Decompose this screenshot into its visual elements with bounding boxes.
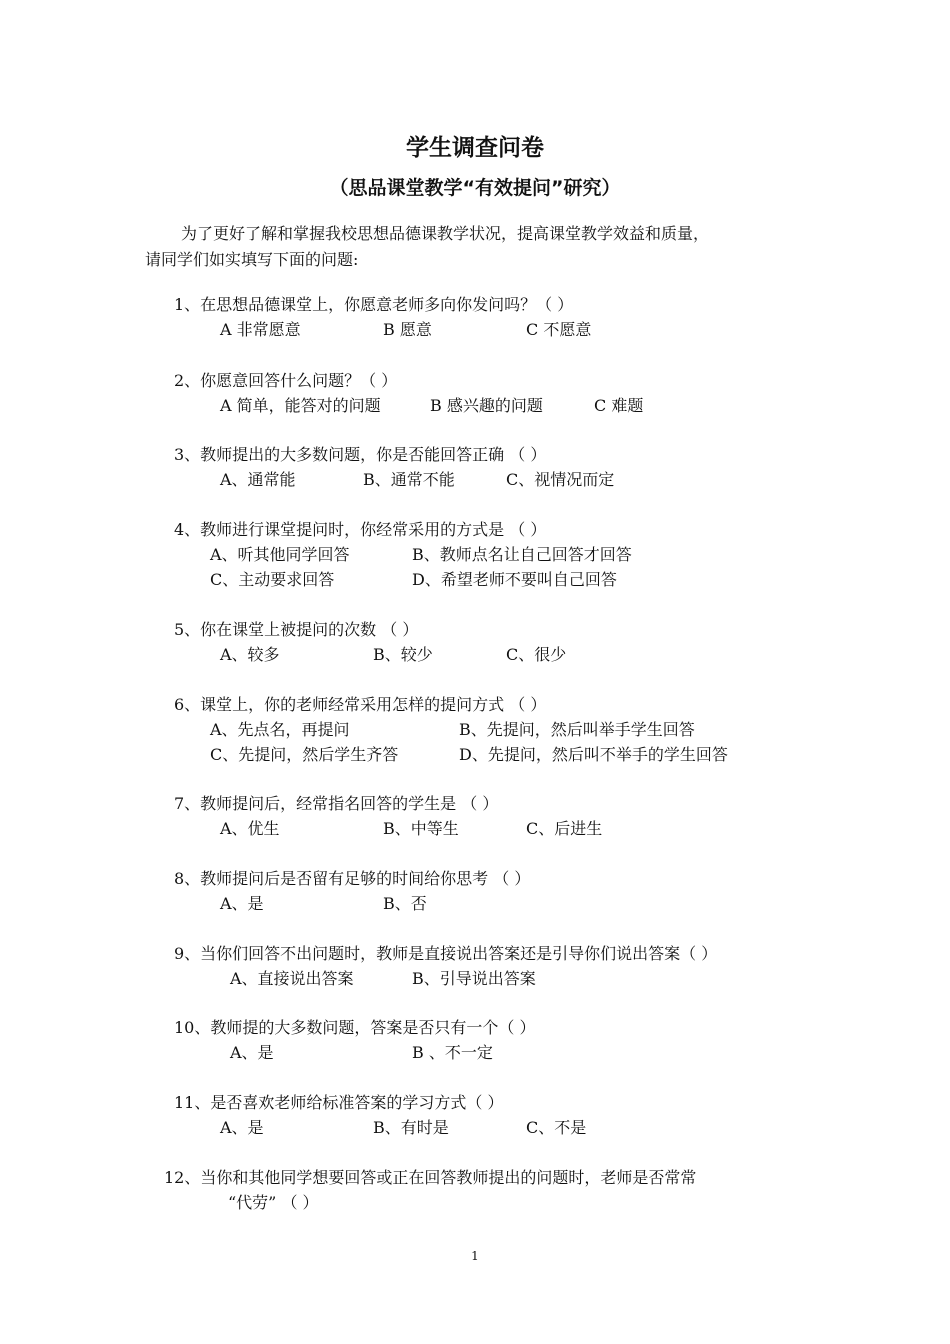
option-row bbox=[174, 467, 615, 492]
question-1 bbox=[174, 292, 592, 342]
question-text: 12、当你和其他同学想要回答或正在回答教师提出的问题时，老师是否常常 bbox=[164, 1168, 697, 1187]
intro-line-1: 为了更好了解和掌握我校思想品德课教学状况，提高课堂教学效益和质量， bbox=[181, 224, 710, 243]
option-row bbox=[174, 642, 567, 667]
option-b[interactable]: B 感兴趣的问题 bbox=[430, 396, 543, 415]
option-a[interactable]: A、直接说出答案 bbox=[230, 969, 354, 988]
option-row bbox=[174, 317, 592, 342]
question-text: 7、教师提问后，经常指名回答的学生是 （ ） bbox=[174, 794, 499, 813]
option-c[interactable]: C、主动要求回答 bbox=[210, 570, 335, 589]
question-text: 11、是否喜欢老师给标准答案的学习方式（ ） bbox=[174, 1093, 504, 1112]
option-c[interactable]: C、不是 bbox=[526, 1118, 587, 1137]
question-text: 5、你在课堂上被提问的次数 （ ） bbox=[174, 620, 419, 639]
option-b[interactable]: B、有时是 bbox=[373, 1118, 449, 1137]
option-a[interactable]: A、是 bbox=[220, 894, 264, 913]
page-number: 1 bbox=[471, 1249, 479, 1263]
option-row bbox=[174, 742, 728, 767]
option-c[interactable]: C、先提问，然后学生齐答 bbox=[210, 745, 399, 764]
option-b[interactable]: B 愿意 bbox=[383, 320, 432, 339]
option-c[interactable]: C、后进生 bbox=[526, 819, 603, 838]
option-a[interactable]: A、是 bbox=[220, 1118, 264, 1137]
option-b[interactable]: B、通常不能 bbox=[363, 470, 455, 489]
question-text-continued: “代劳” （ ） bbox=[228, 1193, 319, 1212]
question-7 bbox=[174, 791, 603, 841]
question-8 bbox=[174, 866, 530, 916]
option-b[interactable]: B、先提问，然后叫举手学生回答 bbox=[459, 720, 695, 739]
option-c[interactable]: C、视情况而定 bbox=[506, 470, 615, 489]
option-b[interactable]: B、较少 bbox=[373, 645, 433, 664]
option-row bbox=[174, 816, 603, 841]
option-c[interactable]: C 难题 bbox=[594, 396, 644, 415]
question-text: 6、课堂上，你的老师经常采用怎样的提问方式 （ ） bbox=[174, 695, 547, 714]
option-b[interactable]: B、教师点名让自己回答才回答 bbox=[412, 545, 632, 564]
option-d[interactable]: D、希望老师不要叫自己回答 bbox=[412, 570, 617, 589]
question-9 bbox=[174, 941, 717, 991]
question-text: 1、在思想品德课堂上，你愿意老师多向你发问吗？（ ） bbox=[174, 295, 574, 314]
intro-line-2: 请同学们如实填写下面的问题: bbox=[145, 250, 359, 269]
option-a[interactable]: A、听其他同学回答 bbox=[210, 545, 350, 564]
question-continuation bbox=[164, 1190, 696, 1215]
option-row bbox=[174, 891, 530, 916]
option-c[interactable]: C、很少 bbox=[506, 645, 567, 664]
option-b[interactable]: B、引导说出答案 bbox=[412, 969, 536, 988]
question-10 bbox=[174, 1015, 535, 1065]
option-b[interactable]: B、中等生 bbox=[383, 819, 459, 838]
question-text: 4、教师进行课堂提问时，你经常采用的方式是 （ ） bbox=[174, 520, 547, 539]
page-subtitle: （思品课堂教学“有效提问”研究） bbox=[329, 177, 621, 199]
question-text: 10、教师提的大多数问题，答案是否只有一个（ ） bbox=[174, 1018, 536, 1037]
question-6 bbox=[174, 692, 728, 767]
option-a[interactable]: A、优生 bbox=[220, 819, 280, 838]
intro-paragraph bbox=[145, 221, 815, 273]
option-b[interactable]: B 、不一定 bbox=[412, 1043, 493, 1062]
question-text: 2、你愿意回答什么问题？（ ） bbox=[174, 371, 398, 390]
question-text: 8、教师提问后是否留有足够的时间给你思考 （ ） bbox=[174, 869, 531, 888]
option-d[interactable]: D、先提问，然后叫不举手的学生回答 bbox=[459, 745, 728, 764]
option-c[interactable]: C 不愿意 bbox=[526, 320, 592, 339]
option-row bbox=[174, 1040, 535, 1065]
option-a[interactable]: A、是 bbox=[230, 1043, 274, 1062]
question-11 bbox=[174, 1090, 587, 1140]
option-a[interactable]: A 非常愿意 bbox=[220, 320, 301, 339]
option-a[interactable]: A、先点名，再提问 bbox=[210, 720, 350, 739]
option-b[interactable]: B、否 bbox=[383, 894, 427, 913]
question-4 bbox=[174, 517, 632, 592]
option-row bbox=[174, 567, 617, 592]
question-2 bbox=[174, 368, 644, 418]
option-row bbox=[174, 1115, 587, 1140]
option-row bbox=[174, 542, 632, 567]
option-a[interactable]: A、较多 bbox=[220, 645, 280, 664]
question-text: 3、教师提出的大多数问题，你是否能回答正确 （ ） bbox=[174, 445, 547, 464]
option-row bbox=[174, 393, 644, 418]
question-12 bbox=[164, 1165, 696, 1215]
option-row bbox=[174, 717, 695, 742]
option-a[interactable]: A 简单，能答对的问题 bbox=[220, 396, 381, 415]
option-row bbox=[174, 966, 717, 991]
page-title: 学生调查问卷 bbox=[406, 135, 544, 161]
question-text: 9、当你们回答不出问题时，教师是直接说出答案还是引导你们说出答案（ ） bbox=[174, 944, 718, 963]
question-5 bbox=[174, 617, 567, 667]
question-3 bbox=[174, 442, 615, 492]
option-a[interactable]: A、通常能 bbox=[220, 470, 296, 489]
